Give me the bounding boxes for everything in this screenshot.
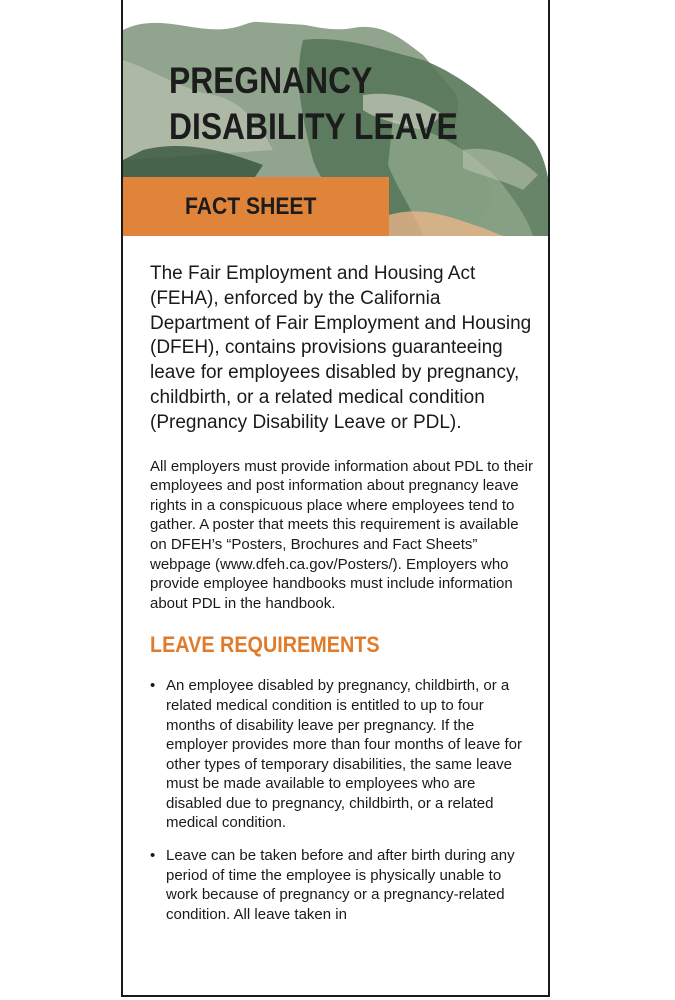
bullet-icon: • (150, 677, 156, 695)
title-line-2: DISABILITY LEAVE (169, 106, 458, 147)
body-paragraph: All employers must provide information about PDL to their employees and post information about pregnancy leave rights in a conspicuous place where employees tend to gather. A poster that meets this requirement is available on DFEH’s “Posters, Brochures and Fact Sheets” webpage (www.dfeh.ca.gov/Posters/). Employers who provide employee handbooks must include information about PDL in the handbook. (150, 457, 533, 612)
list-item-text: Leave can be taken before and after birth during any period of time the employee is physically unable to work because of pregnancy or a pregnancy-related condition. All leave taken in (166, 847, 515, 923)
section-heading-leave-requirements: LEAVE REQUIREMENTS (150, 632, 380, 658)
bullet-icon: • (150, 847, 156, 865)
page-title (169, 58, 458, 150)
title-line-1: PREGNANCY (169, 60, 373, 101)
intro-paragraph: The Fair Employment and Housing Act (FEHA), enforced by the California Department of Fair Employment and Housing (DFEH), contains provisions guaranteeing leave for employees disabled by pregnancy, childbirth, or a related medical condition (Pregnancy Disability Leave or PDL). (150, 263, 532, 433)
header-banner (123, 0, 548, 236)
requirements-list (150, 676, 535, 924)
fact-sheet-label: FACT SHEET (185, 193, 317, 220)
list-item-text: An employee disabled by pregnancy, childbirth, or a related medical condition is entitled to up to four months of disability leave per pregnancy. If the employer provides more than four months of leave for other types of temporary disabilities, the same leave must be made available to employees who are disabled due to pregnancy, childbirth, or a related medical condition. (166, 677, 523, 832)
main-content (150, 262, 535, 937)
fact-sheet-page (121, 0, 550, 997)
list-item (150, 676, 535, 833)
list-item (150, 846, 535, 924)
